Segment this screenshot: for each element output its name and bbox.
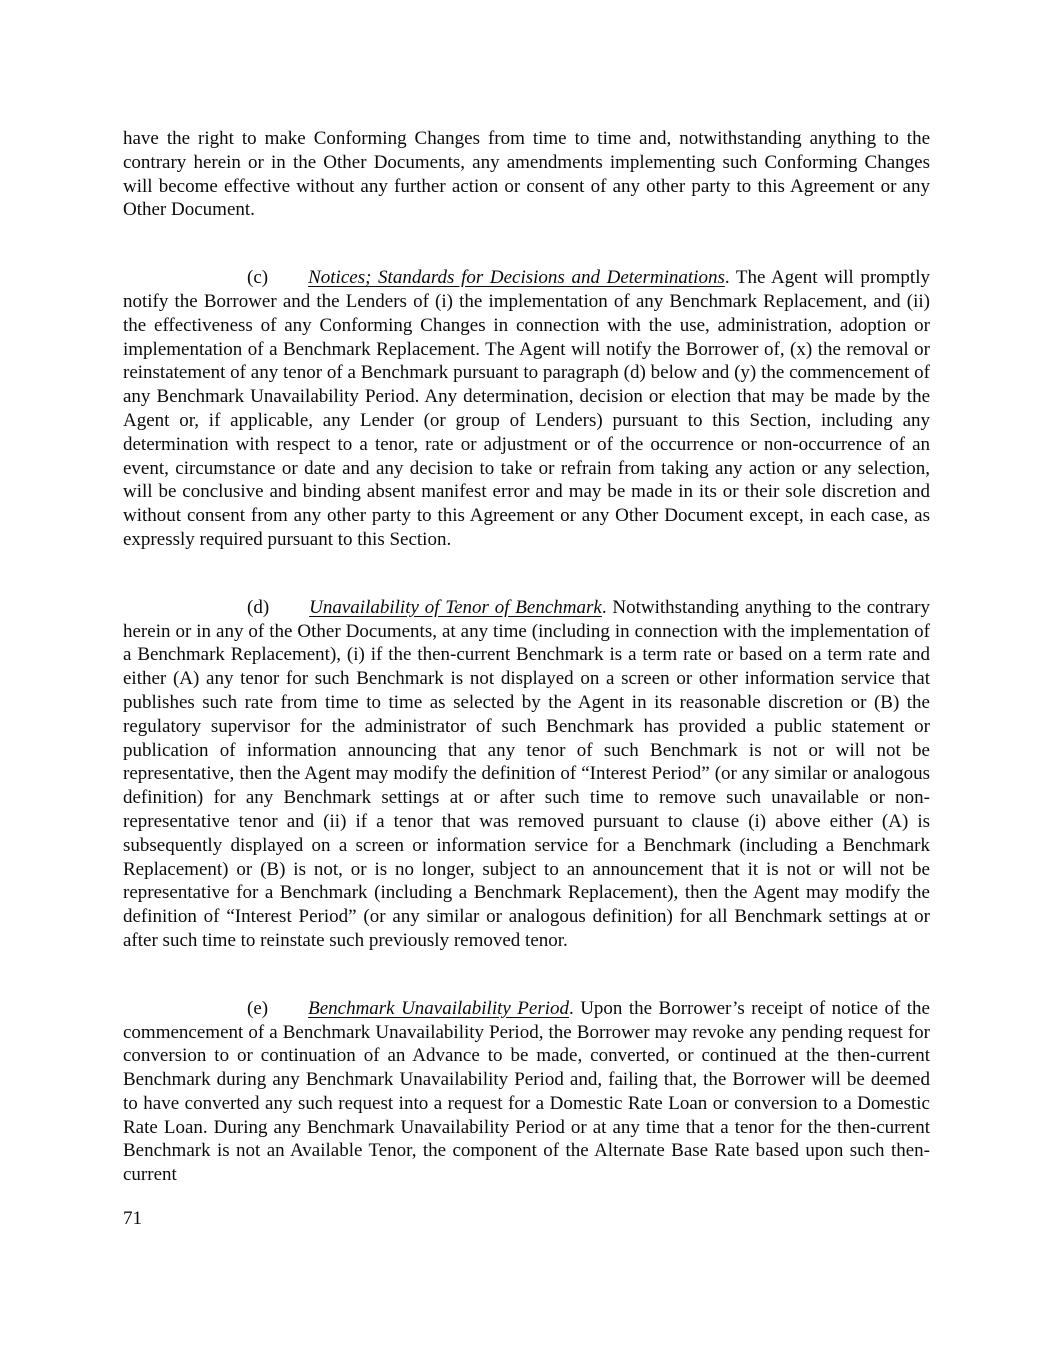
section-d-label: (d) (247, 596, 270, 618)
section-d-heading: Unavailability of Tenor of Benchmark (309, 596, 602, 618)
section-d-body: . Notwithstanding anything to the contrary herein or in any of the Other Documents, at any time (including in connection with the implementation of a Benchmark Replacement), (i) if the then-current Benchmark is a term rate or based on a term rate and either (A) any tenor for such Benchmark is not displayed on a screen or other information service that publishes such rate from time to time as selected by the Agent in its reasonable discretion or (B) the regulatory supervisor for the administrator of such Benchmark has provided a public statement or publication of information announcing that any tenor of such Benchmark is not or will not be representative, then the Agent may modify the definition of “Interest Period” (or any similar or analogous definition) for any Benchmark settings at or after such time to remove such unavailable or non-representative tenor and (ii) if a tenor that was removed pursuant to clause (i) above either (A) is subsequently displayed on a screen or information service for a Benchmark (including a Benchmark Replacement) or (B) is not, or is no longer, subject to an announcement that it is not or will not be representative for a Benchmark (including a Benchmark Replacement), then the Agent may modify the definition of “Interest Period” (or any similar or analogous definition) for all Benchmark settings at or after such time to reinstate such previously removed tenor. (123, 596, 930, 951)
section-c-label: (c) (247, 267, 269, 289)
section-paragraph-d (123, 596, 930, 953)
section-paragraph-c (123, 266, 930, 552)
section-e-label: (e) (247, 997, 269, 1019)
section-e-heading: Benchmark Unavailability Period (308, 997, 569, 1019)
page-number: 71 (123, 1208, 142, 1230)
section-paragraph-e (123, 997, 930, 1187)
section-c-body: . The Agent will promptly notify the Borrower and the Lenders of (i) the implementation of any Benchmark Replacement, and (ii) the effectiveness of any Conforming Changes in connection with the use, administration, adoption or implementation of a Benchmark Replacement. The Agent will notify the Borrower of, (x) the removal or reinstatement of any tenor of a Benchmark pursuant to paragraph (d) below and (y) the commencement of any Benchmark Unavailability Period. Any determination, decision or election that may be made by the Agent or, if applicable, any Lender (or group of Lenders) pursuant to this Section, including any determination with respect to a tenor, rate or adjustment or of the occurrence or non-occurrence of an event, circumstance or date and any decision to take or refrain from taking any action or any selection, will be conclusive and binding absent manifest error and may be made in its or their sole discretion and without consent from any other party to this Agreement or any Other Document except, in each case, as expressly required pursuant to this Section. (123, 267, 930, 550)
intro-paragraph: have the right to make Conforming Changes from time to time and, notwithstanding anything to the contrary herein or in the Other Documents, any amendments implementing such Conforming Changes will become effective without any further action or consent of any other party to this Agreement or any Other Document. (123, 128, 930, 221)
section-e-body: . Upon the Borrower’s receipt of notice of the commencement of a Benchmark Unavailability Period, the Borrower may revoke any pending request for conversion to or continuation of an Advance to be made, converted, or continued at the then-current Benchmark during any Benchmark Unavailability Period and, failing that, the Borrower will be deemed to have converted any such request into a request for a Domestic Rate Loan or conversion to a Domestic Rate Loan. During any Benchmark Unavailability Period or at any time that a tenor for the then-current Benchmark is not an Available Tenor, the component of the Alternate Base Rate based upon such then-current (123, 997, 930, 1186)
section-c-heading: Notices; Standards for Decisions and Determinations (308, 267, 725, 289)
